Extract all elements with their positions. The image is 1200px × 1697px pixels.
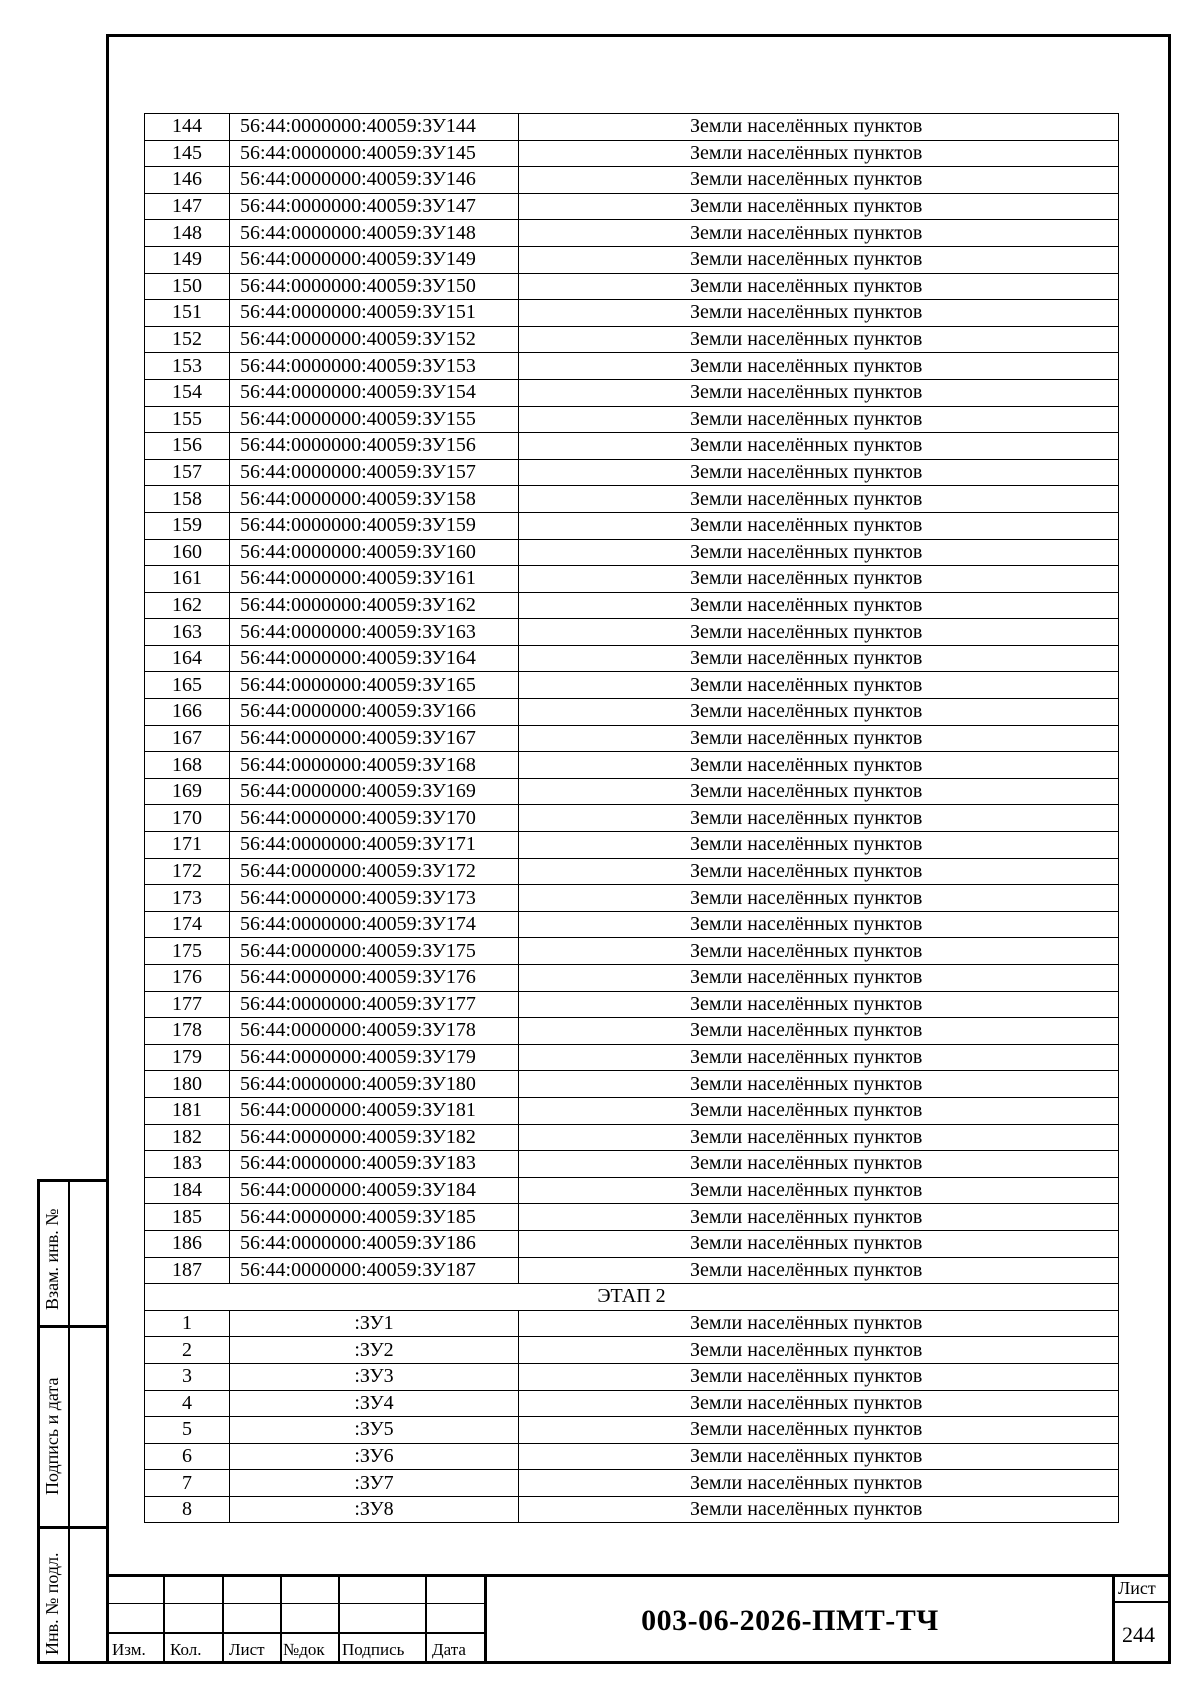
land-category: Земли населённых пунктов	[519, 911, 1119, 938]
row-number: 165	[145, 672, 230, 699]
cadastral-number: 56:44:0000000:40059:ЗУ152	[230, 326, 519, 353]
land-category: Земли населённых пунктов	[519, 1044, 1119, 1071]
land-category: Земли населённых пунктов	[519, 725, 1119, 752]
table-row	[145, 778, 1119, 805]
cadastral-number: 56:44:0000000:40059:ЗУ187	[230, 1257, 519, 1284]
row-number: 158	[145, 486, 230, 513]
row-number: 166	[145, 699, 230, 726]
cadastral-number: 56:44:0000000:40059:ЗУ167	[230, 725, 519, 752]
land-category: Земли населённых пунктов	[519, 1496, 1119, 1523]
cadastral-number: 56:44:0000000:40059:ЗУ182	[230, 1124, 519, 1151]
cadastral-number: 56:44:0000000:40059:ЗУ186	[230, 1230, 519, 1257]
label-data: Дата	[432, 1640, 466, 1659]
row-number: 170	[145, 805, 230, 832]
table-row	[145, 1151, 1119, 1178]
row-number: 163	[145, 619, 230, 646]
row-number: 4	[145, 1390, 230, 1417]
land-category: Земли населённых пунктов	[519, 486, 1119, 513]
row-number: 6	[145, 1443, 230, 1470]
row-number: 1	[145, 1310, 230, 1337]
row-number: 183	[145, 1151, 230, 1178]
cadastral-number: 56:44:0000000:40059:ЗУ179	[230, 1044, 519, 1071]
cadastral-number: 56:44:0000000:40059:ЗУ185	[230, 1204, 519, 1231]
land-category: Земли населённых пунктов	[519, 193, 1119, 220]
row-number: 148	[145, 220, 230, 247]
row-number: 155	[145, 406, 230, 433]
cadastral-number: 56:44:0000000:40059:ЗУ146	[230, 167, 519, 194]
row-number: 187	[145, 1257, 230, 1284]
land-category: Земли населённых пунктов	[519, 1204, 1119, 1231]
land-category: Земли населённых пунктов	[519, 832, 1119, 859]
cadastral-number: 56:44:0000000:40059:ЗУ158	[230, 486, 519, 513]
row-number: 2	[145, 1337, 230, 1364]
cadastral-number: :ЗУ8	[230, 1496, 519, 1523]
row-number: 175	[145, 938, 230, 965]
land-category: Земли населённых пунктов	[519, 619, 1119, 646]
table-row	[145, 539, 1119, 566]
cadastral-number: 56:44:0000000:40059:ЗУ180	[230, 1071, 519, 1098]
land-plots-table	[144, 113, 1119, 1523]
land-category: Земли населённых пунктов	[519, 406, 1119, 433]
land-category: Земли населённых пунктов	[519, 1124, 1119, 1151]
table-row	[145, 699, 1119, 726]
table-row	[145, 938, 1119, 965]
row-number: 151	[145, 300, 230, 327]
table-row	[145, 1310, 1119, 1337]
table-row	[145, 273, 1119, 300]
land-category: Земли населённых пунктов	[519, 1097, 1119, 1124]
land-category: Земли населённых пунктов	[519, 645, 1119, 672]
row-number: 146	[145, 167, 230, 194]
land-category: Земли населённых пунктов	[519, 1177, 1119, 1204]
cadastral-number: 56:44:0000000:40059:ЗУ177	[230, 991, 519, 1018]
table-row	[145, 379, 1119, 406]
land-category: Земли населённых пунктов	[519, 379, 1119, 406]
table-row	[145, 1124, 1119, 1151]
table-row	[145, 1417, 1119, 1444]
table-row	[145, 1390, 1119, 1417]
row-number: 147	[145, 193, 230, 220]
land-category: Земли населённых пунктов	[519, 885, 1119, 912]
land-category: Земли населённых пунктов	[519, 459, 1119, 486]
land-category: Земли населённых пунктов	[519, 326, 1119, 353]
cadastral-number: :ЗУ6	[230, 1443, 519, 1470]
table-row	[145, 300, 1119, 327]
table-row	[145, 326, 1119, 353]
row-number: 181	[145, 1097, 230, 1124]
cadastral-number: 56:44:0000000:40059:ЗУ169	[230, 778, 519, 805]
row-number: 7	[145, 1470, 230, 1497]
cadastral-number: 56:44:0000000:40059:ЗУ168	[230, 752, 519, 779]
table-row	[145, 752, 1119, 779]
cadastral-number: 56:44:0000000:40059:ЗУ159	[230, 512, 519, 539]
table-row	[145, 645, 1119, 672]
cadastral-number: 56:44:0000000:40059:ЗУ176	[230, 965, 519, 992]
row-number: 160	[145, 539, 230, 566]
row-number: 153	[145, 353, 230, 380]
table-row	[145, 1230, 1119, 1257]
table-row	[145, 114, 1119, 141]
table-row	[145, 1204, 1119, 1231]
land-category: Земли населённых пунктов	[519, 1363, 1119, 1390]
cadastral-number: :ЗУ5	[230, 1417, 519, 1444]
table-row	[145, 459, 1119, 486]
row-number: 180	[145, 1071, 230, 1098]
cadastral-number: 56:44:0000000:40059:ЗУ171	[230, 832, 519, 859]
table-row	[145, 486, 1119, 513]
row-number: 156	[145, 433, 230, 460]
row-number: 186	[145, 1230, 230, 1257]
land-category: Земли населённых пунктов	[519, 353, 1119, 380]
row-number: 176	[145, 965, 230, 992]
row-number: 172	[145, 858, 230, 885]
table-row	[145, 353, 1119, 380]
table-row	[145, 246, 1119, 273]
cadastral-number: 56:44:0000000:40059:ЗУ155	[230, 406, 519, 433]
cadastral-number: 56:44:0000000:40059:ЗУ147	[230, 193, 519, 220]
land-category: Земли населённых пунктов	[519, 1337, 1119, 1364]
cadastral-number: 56:44:0000000:40059:ЗУ161	[230, 566, 519, 593]
cadastral-number: 56:44:0000000:40059:ЗУ156	[230, 433, 519, 460]
row-number: 174	[145, 911, 230, 938]
cadastral-number: 56:44:0000000:40059:ЗУ153	[230, 353, 519, 380]
row-number: 164	[145, 645, 230, 672]
land-category: Земли населённых пунктов	[519, 592, 1119, 619]
land-category: Земли населённых пунктов	[519, 539, 1119, 566]
cadastral-number: :ЗУ2	[230, 1337, 519, 1364]
table-row	[145, 911, 1119, 938]
row-number: 184	[145, 1177, 230, 1204]
cadastral-number: 56:44:0000000:40059:ЗУ151	[230, 300, 519, 327]
row-number: 154	[145, 379, 230, 406]
land-category: Земли населённых пунктов	[519, 778, 1119, 805]
cadastral-number: 56:44:0000000:40059:ЗУ148	[230, 220, 519, 247]
table-row	[145, 433, 1119, 460]
land-category: Земли населённых пунктов	[519, 1018, 1119, 1045]
cadastral-number: :ЗУ4	[230, 1390, 519, 1417]
cadastral-number: 56:44:0000000:40059:ЗУ172	[230, 858, 519, 885]
cadastral-number: 56:44:0000000:40059:ЗУ184	[230, 1177, 519, 1204]
sheet-number: 244	[1122, 1622, 1155, 1647]
label-list: Лист	[229, 1640, 265, 1659]
land-category: Земли населённых пунктов	[519, 1071, 1119, 1098]
table-row	[145, 672, 1119, 699]
table-row	[145, 1496, 1119, 1523]
row-number: 162	[145, 592, 230, 619]
row-number: 144	[145, 114, 230, 141]
cadastral-number: :ЗУ1	[230, 1310, 519, 1337]
row-number: 3	[145, 1363, 230, 1390]
table-row	[145, 1071, 1119, 1098]
land-category: Земли населённых пунктов	[519, 672, 1119, 699]
table-row	[145, 725, 1119, 752]
land-category: Земли населённых пунктов	[519, 433, 1119, 460]
cadastral-number: 56:44:0000000:40059:ЗУ173	[230, 885, 519, 912]
cadastral-number: 56:44:0000000:40059:ЗУ166	[230, 699, 519, 726]
land-category: Земли населённых пунктов	[519, 114, 1119, 141]
cadastral-number: 56:44:0000000:40059:ЗУ164	[230, 645, 519, 672]
cadastral-number: 56:44:0000000:40059:ЗУ144	[230, 114, 519, 141]
cadastral-number: 56:44:0000000:40059:ЗУ145	[230, 140, 519, 167]
label-ndok: №док	[283, 1640, 325, 1659]
table-row	[145, 592, 1119, 619]
land-category: Земли населённых пунктов	[519, 1257, 1119, 1284]
row-number: 182	[145, 1124, 230, 1151]
label-kol: Кол.	[170, 1640, 202, 1659]
cadastral-number: 56:44:0000000:40059:ЗУ175	[230, 938, 519, 965]
row-number: 8	[145, 1496, 230, 1523]
row-number: 149	[145, 246, 230, 273]
cadastral-number: 56:44:0000000:40059:ЗУ181	[230, 1097, 519, 1124]
land-category: Земли населённых пунктов	[519, 1443, 1119, 1470]
table-row	[145, 1443, 1119, 1470]
document-code: 003-06-2026-ПМТ-ТЧ	[641, 1604, 939, 1637]
table-row	[145, 858, 1119, 885]
land-category: Земли населённых пунктов	[519, 300, 1119, 327]
table-row	[145, 885, 1119, 912]
table-row	[145, 1044, 1119, 1071]
cadastral-number: 56:44:0000000:40059:ЗУ160	[230, 539, 519, 566]
land-category: Земли населённых пунктов	[519, 699, 1119, 726]
land-category: Земли населённых пунктов	[519, 858, 1119, 885]
cadastral-number: 56:44:0000000:40059:ЗУ154	[230, 379, 519, 406]
cadastral-number: 56:44:0000000:40059:ЗУ183	[230, 1151, 519, 1178]
side-label-vzam: Взам. инв. №	[42, 1208, 62, 1310]
cadastral-number: 56:44:0000000:40059:ЗУ150	[230, 273, 519, 300]
row-number: 169	[145, 778, 230, 805]
land-category: Земли населённых пунктов	[519, 752, 1119, 779]
table-row	[145, 1337, 1119, 1364]
table-row	[145, 832, 1119, 859]
table-row	[145, 991, 1119, 1018]
row-number: 150	[145, 273, 230, 300]
table-row	[145, 220, 1119, 247]
table-row	[145, 1363, 1119, 1390]
land-category: Земли населённых пунктов	[519, 991, 1119, 1018]
table-row	[145, 566, 1119, 593]
row-number: 185	[145, 1204, 230, 1231]
table-row	[145, 965, 1119, 992]
cadastral-number: 56:44:0000000:40059:ЗУ174	[230, 911, 519, 938]
row-number: 177	[145, 991, 230, 1018]
land-category: Земли населённых пунктов	[519, 246, 1119, 273]
table-row	[145, 406, 1119, 433]
cadastral-number: 56:44:0000000:40059:ЗУ163	[230, 619, 519, 646]
land-category: Земли населённых пунктов	[519, 1390, 1119, 1417]
land-category: Земли населённых пунктов	[519, 1230, 1119, 1257]
cadastral-number: 56:44:0000000:40059:ЗУ170	[230, 805, 519, 832]
row-number: 5	[145, 1417, 230, 1444]
land-category: Земли населённых пунктов	[519, 566, 1119, 593]
land-category: Земли населённых пунктов	[519, 512, 1119, 539]
row-number: 159	[145, 512, 230, 539]
cadastral-number: 56:44:0000000:40059:ЗУ162	[230, 592, 519, 619]
cadastral-number: 56:44:0000000:40059:ЗУ165	[230, 672, 519, 699]
row-number: 178	[145, 1018, 230, 1045]
table-row	[145, 1097, 1119, 1124]
row-number: 145	[145, 140, 230, 167]
row-number: 152	[145, 326, 230, 353]
label-podpis: Подпись	[342, 1640, 405, 1659]
table-row	[145, 1177, 1119, 1204]
sheet-label: Лист	[1118, 1578, 1156, 1598]
row-number: 179	[145, 1044, 230, 1071]
land-category: Земли населённых пунктов	[519, 1417, 1119, 1444]
row-number: 157	[145, 459, 230, 486]
cadastral-number: 56:44:0000000:40059:ЗУ157	[230, 459, 519, 486]
table-row	[145, 805, 1119, 832]
row-number: 161	[145, 566, 230, 593]
row-number: 168	[145, 752, 230, 779]
land-category: Земли населённых пунктов	[519, 167, 1119, 194]
table-row	[145, 1018, 1119, 1045]
label-izm: Изм.	[112, 1640, 146, 1659]
table-row	[145, 167, 1119, 194]
table-row	[145, 140, 1119, 167]
row-number: 173	[145, 885, 230, 912]
side-label-inv: Инв. № подл.	[42, 1552, 62, 1655]
land-category: Земли населённых пунктов	[519, 273, 1119, 300]
land-category: Земли населённых пунктов	[519, 1151, 1119, 1178]
cadastral-number: :ЗУ3	[230, 1363, 519, 1390]
stage-heading-row	[145, 1284, 1119, 1311]
land-category: Земли населённых пунктов	[519, 805, 1119, 832]
land-category: Земли населённых пунктов	[519, 220, 1119, 247]
table-row	[145, 512, 1119, 539]
table-row	[145, 1257, 1119, 1284]
land-category: Земли населённых пунктов	[519, 140, 1119, 167]
row-number: 167	[145, 725, 230, 752]
land-category: Земли населённых пунктов	[519, 938, 1119, 965]
land-category: Земли населённых пунктов	[519, 1470, 1119, 1497]
table-row	[145, 193, 1119, 220]
land-category: Земли населённых пунктов	[519, 965, 1119, 992]
table-row	[145, 619, 1119, 646]
row-number: 171	[145, 832, 230, 859]
side-label-podpis: Подпись и дата	[42, 1377, 62, 1495]
cadastral-number: 56:44:0000000:40059:ЗУ149	[230, 246, 519, 273]
table-row	[145, 1470, 1119, 1497]
stage-heading: ЭТАП 2	[145, 1284, 1119, 1311]
cadastral-number: :ЗУ7	[230, 1470, 519, 1497]
cadastral-number: 56:44:0000000:40059:ЗУ178	[230, 1018, 519, 1045]
land-category: Земли населённых пунктов	[519, 1310, 1119, 1337]
